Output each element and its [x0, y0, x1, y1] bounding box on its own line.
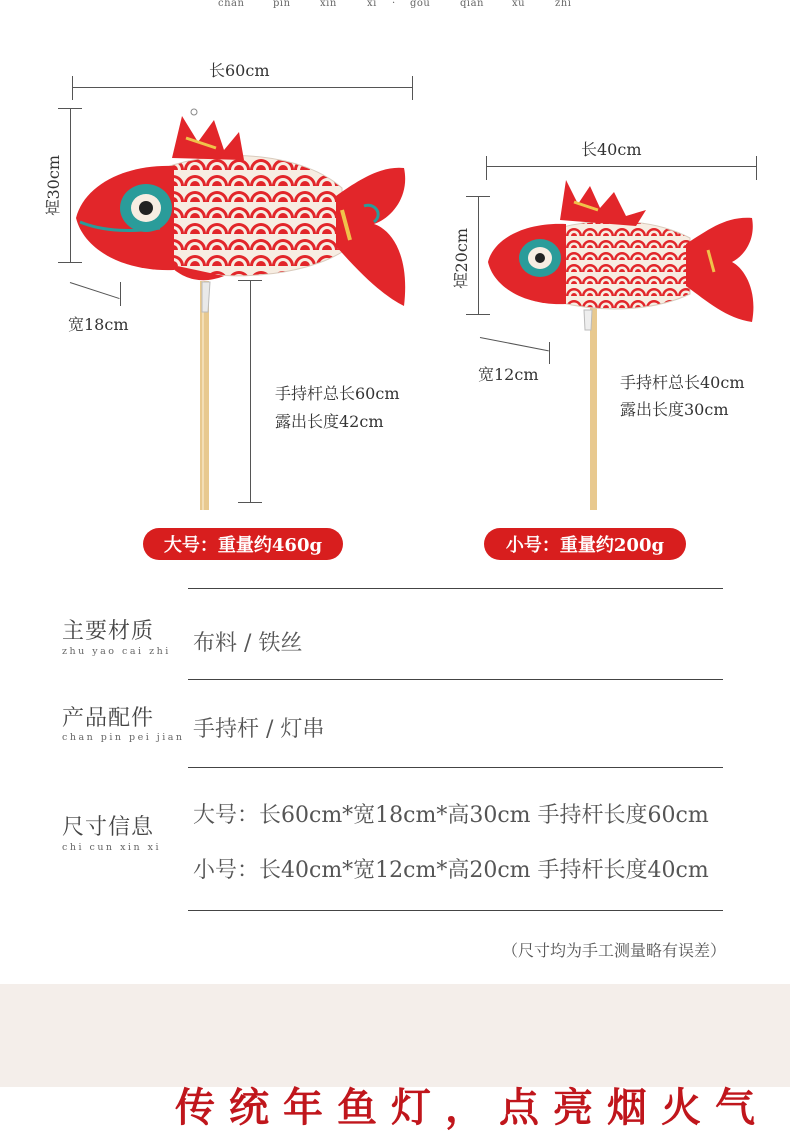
large-length-label: 长60cm [209, 61, 270, 80]
large-pole-exposed: 露出长度42cm [275, 412, 384, 431]
spec-value-large: 大号：长60cm*宽18cm*高30cm 手持杆长度60cm [193, 803, 709, 828]
divider [188, 767, 723, 768]
spec-value: 手持杆 / 灯串 [193, 717, 325, 742]
pinyin-syllable: xin [320, 0, 337, 9]
small-pole-total: 手持杆总长40cm [620, 373, 745, 392]
length-dimension-line [72, 87, 413, 88]
bottom-section-heading: 传统年鱼灯，点亮烟火气 [175, 1084, 769, 1131]
large-weight-badge: 大号：重量约460g [143, 528, 343, 560]
small-width-label: 宽12cm [478, 365, 539, 384]
large-pole-total: 手持杆总长60cm [275, 384, 400, 403]
measurement-note: （尺寸均为手工测量略有误差） [501, 941, 726, 960]
large-width-label: 宽18cm [68, 315, 129, 334]
pinyin-syllable: xu [512, 0, 526, 9]
bottom-section-band [0, 984, 790, 1087]
small-height-label: 高20cm [452, 228, 471, 289]
length-dimension-line [486, 166, 756, 167]
small-pole-exposed: 露出长度30cm [620, 400, 729, 419]
pinyin-syllable: qian [460, 0, 485, 9]
divider [188, 588, 723, 589]
pinyin-syllable: · [392, 0, 396, 9]
spec-label-pinyin: zhu yao cai zhi [62, 646, 171, 657]
spec-value: 布料 / 铁丝 [193, 631, 303, 656]
pinyin-syllable: gou [410, 0, 431, 9]
small-length-label: 长40cm [581, 140, 642, 159]
spec-label-pinyin: chi cun xin xi [62, 842, 162, 853]
header-pinyin [0, 0, 790, 12]
divider [188, 910, 723, 911]
spec-label: 产品配件 [62, 706, 155, 731]
height-dimension-line [70, 108, 71, 262]
spec-value-small: 小号：长40cm*宽12cm*高20cm 手持杆长度40cm [193, 858, 709, 883]
dimension-tick [72, 76, 73, 100]
small-fish-lantern-image [486, 176, 758, 510]
large-height-label: 高30cm [44, 155, 63, 216]
spec-label: 尺寸信息 [62, 815, 155, 840]
spec-label: 主要材质 [62, 619, 155, 644]
dimension-tick [412, 76, 413, 100]
spec-label-pinyin: chan pin pei jian [62, 732, 185, 743]
divider [188, 679, 723, 680]
pinyin-syllable: chan [218, 0, 245, 9]
small-weight-badge: 小号：重量约200g [484, 528, 686, 560]
pinyin-syllable: pin [273, 0, 291, 9]
large-fish-lantern-image [74, 106, 414, 510]
height-dimension-line [478, 196, 479, 314]
pinyin-syllable: xi [367, 0, 377, 9]
pinyin-syllable: zhi [555, 0, 572, 9]
